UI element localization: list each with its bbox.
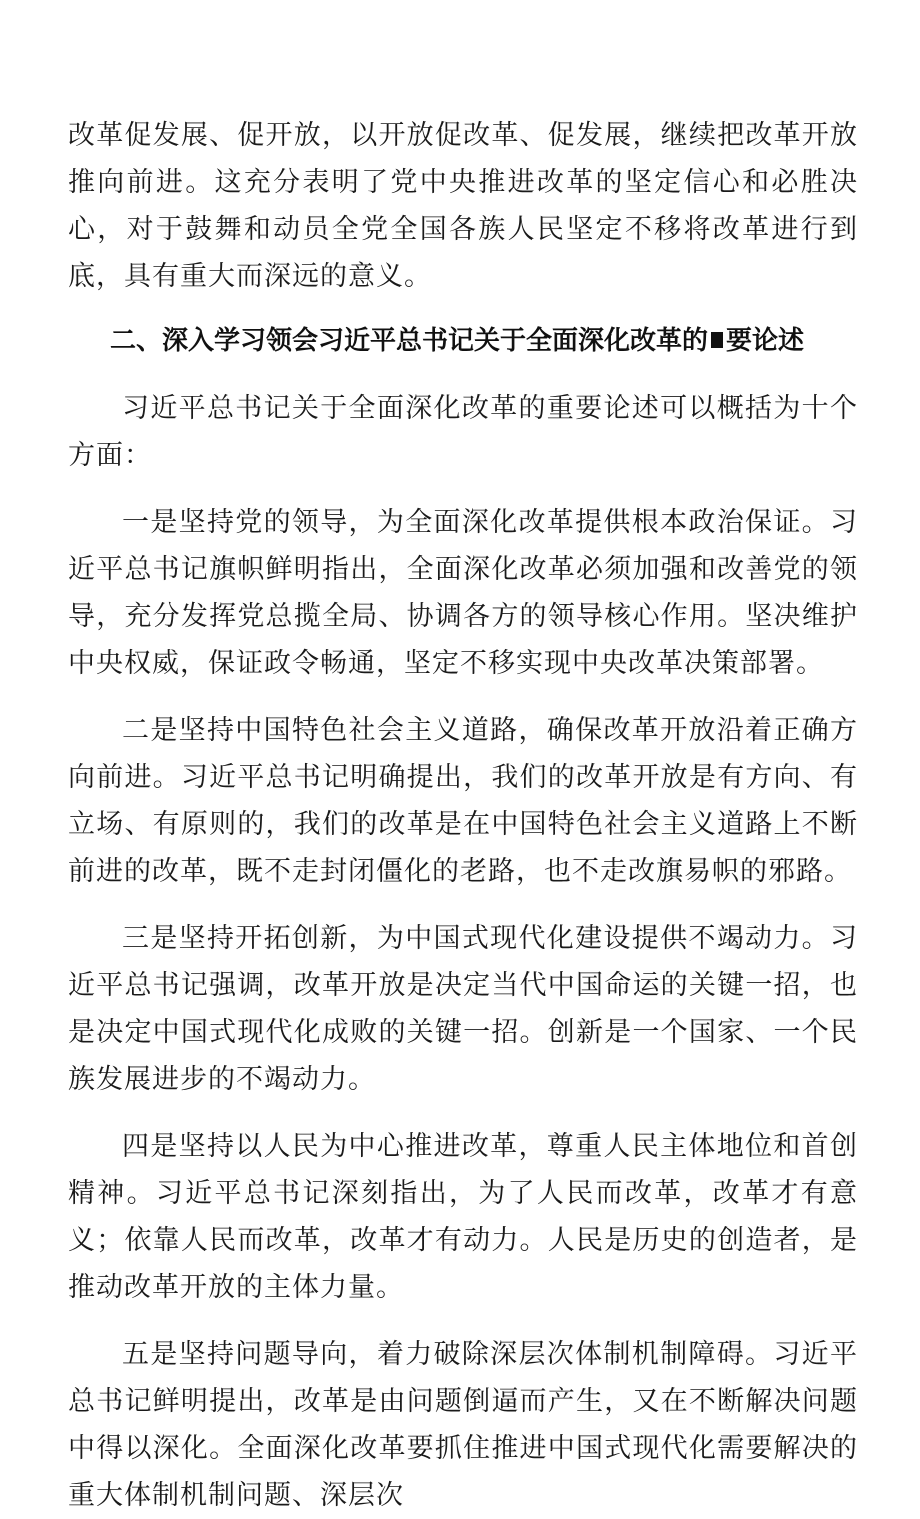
paragraph-point-3: 三是坚持开拓创新，为中国式现代化建设提供不竭动力。习近平总书记强调，改革开放是决定当代中国命运的关键一招，也是决定中国式现代化成败的关键一招。创新是一个国家、一个民族发展进步的不竭动力。 [68, 923, 858, 1095]
redacted-glyph-mark [711, 332, 723, 348]
section-heading-text-end: 要论述 [726, 326, 805, 356]
paragraph-intro: 习近平总书记关于全面深化改革的重要论述可以概括为十个方面： [68, 393, 858, 471]
document-body [68, 112, 858, 1519]
paragraph-point-4: 四是坚持以人民为中心推进改革，尊重人民主体地位和首创精神。习近平总书记深刻指出，为了人民而改革，改革才有意义；依靠人民而改革，改革才有动力。人民是历史的创造者，是推动改革开放的主体力量。 [68, 1131, 858, 1303]
paragraph-point-5: 五是坚持问题导向，着力破除深层次体制机制障碍。习近平总书记鲜明提出，改革是由问题倒逼而产生，又在不断解决问题中得以深化。全面深化改革要抓住推进中国式现代化需要解决的重大体制机制问题、深层次 [68, 1339, 858, 1511]
section-heading [68, 318, 858, 365]
section-heading-text-start: 二、深入学习领会习近平总书记关于全面深化改革的 [110, 326, 709, 356]
paragraph-point-1: 一是坚持党的领导，为全面深化改革提供根本政治保证。习近平总书记旗帜鲜明指出，全面深化改革必须加强和改善党的领导，充分发挥党总揽全局、协调各方的领导核心作用。坚决维护中央权威，保证政令畅通，坚定不移实现中央改革决策部署。 [68, 507, 858, 679]
paragraph-point-2: 二是坚持中国特色社会主义道路，确保改革开放沿着正确方向前进。习近平总书记明确提出，我们的改革开放是有方向、有立场、有原则的，我们的改革是在中国特色社会主义道路上不断前进的改革，既不走封闭僵化的老路，也不走改旗易帜的邪路。 [68, 715, 858, 887]
paragraph-continuation: 改革促发展、促开放，以开放促改革、促发展，继续把改革开放推向前进。这充分表明了党中央推进改革的坚定信心和必胜决心，对于鼓舞和动员全党全国各族人民坚定不移将改革进行到底，具有重大而深远的意义。 [68, 120, 858, 292]
